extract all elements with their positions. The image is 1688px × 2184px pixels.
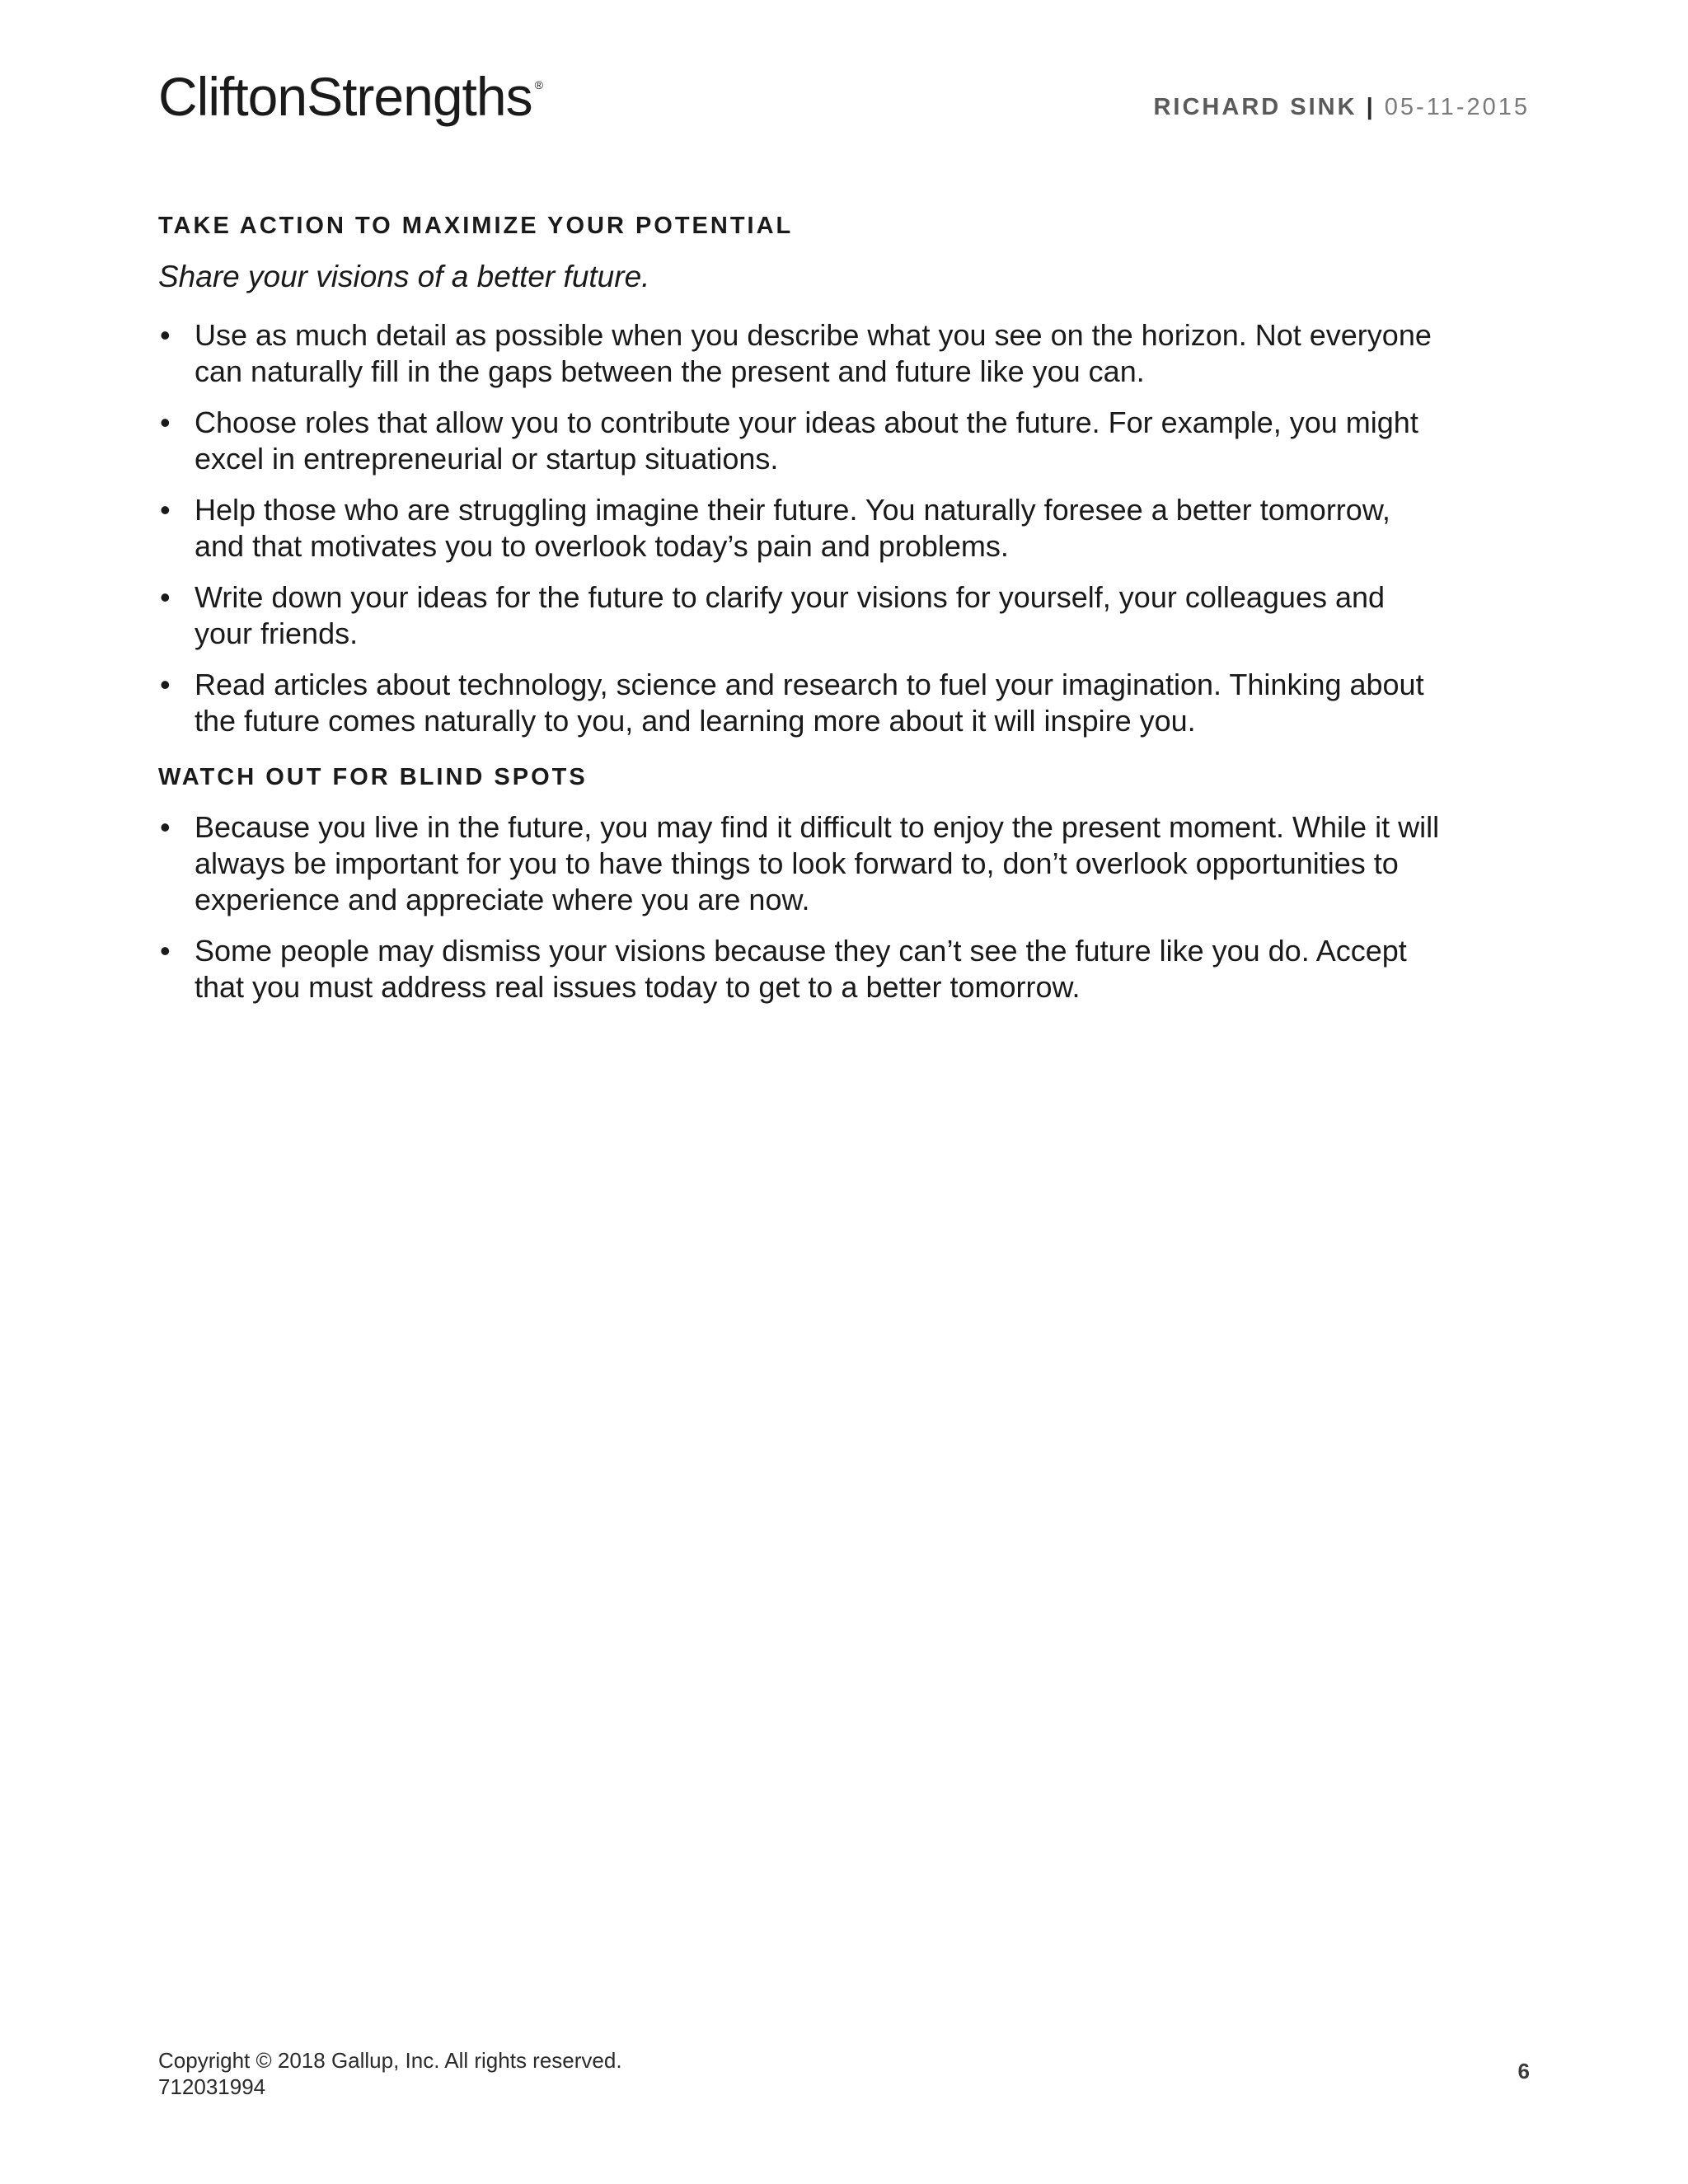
user-name: RICHARD SINK	[1153, 94, 1357, 120]
list-item	[158, 933, 1444, 1005]
list-item	[158, 579, 1444, 652]
bullet-icon: •	[160, 580, 171, 614]
list-item-text: Write down your ideas for the future to clarify your visions for yourself, your colleagues and your friends.	[195, 580, 1386, 650]
blind-spots-heading: WATCH OUT FOR BLIND SPOTS	[158, 764, 588, 790]
take-action-heading: TAKE ACTION TO MAXIMIZE YOUR POTENTIAL	[158, 213, 794, 239]
bullet-icon: •	[160, 405, 171, 439]
copyright-notice: Copyright © 2018 Gallup, Inc. All rights reserved.	[158, 2048, 622, 2073]
list-item	[158, 809, 1444, 918]
list-item-text: Read articles about technology, science and research to fuel your imagination. Thinking about the future comes naturally to you, and learning more about it will inspire you.	[195, 668, 1424, 738]
header-separator: |	[1366, 94, 1376, 120]
list-item	[158, 405, 1444, 477]
blind-spots-list	[158, 809, 1444, 1005]
list-item-text: Choose roles that allow you to contribute your ideas about the future. For example, you might excel in entrepreneurial or startup situations.	[195, 405, 1418, 476]
footer	[158, 2047, 622, 2100]
take-action-tagline: Share your visions of a better future.	[158, 260, 650, 293]
page-number: 6	[1517, 2059, 1530, 2083]
list-item	[158, 667, 1444, 739]
bullet-icon: •	[160, 493, 171, 527]
list-item	[158, 492, 1444, 565]
take-action-list	[158, 317, 1444, 739]
list-item-text: Help those who are struggling imagine their future. You naturally foresee a better tomorrow, and that motivates you to overlook today’s pain and problems.	[195, 493, 1390, 563]
logo-text: CliftonStrengths	[158, 66, 532, 127]
bullet-icon: •	[160, 668, 171, 701]
bullet-icon: •	[160, 810, 171, 844]
list-item	[158, 317, 1444, 390]
list-item-text: Because you live in the future, you may find it difficult to enjoy the present moment. While it will always be important for you to have things to look forward to, don’t overlook opportunities to experience and appreciate where you are now.	[195, 810, 1440, 916]
list-item-text: Some people may dismiss your visions because they can’t see the future like you do. Accept that you must address real issues today to get to a better tomorrow.	[195, 934, 1407, 1004]
report-date: 05-11-2015	[1384, 94, 1530, 120]
report-owner-meta	[1153, 94, 1530, 121]
registered-mark: ®	[534, 78, 542, 91]
document-id: 712031994	[158, 2074, 266, 2099]
bullet-icon: •	[160, 934, 171, 968]
page-content	[158, 213, 1444, 1020]
list-item-text: Use as much detail as possible when you describe what you see on the horizon. Not everyone can naturally fill in the gaps between the present and future like you can.	[195, 318, 1432, 388]
cliftonstrengths-logo	[158, 66, 542, 127]
bullet-icon: •	[160, 318, 171, 352]
